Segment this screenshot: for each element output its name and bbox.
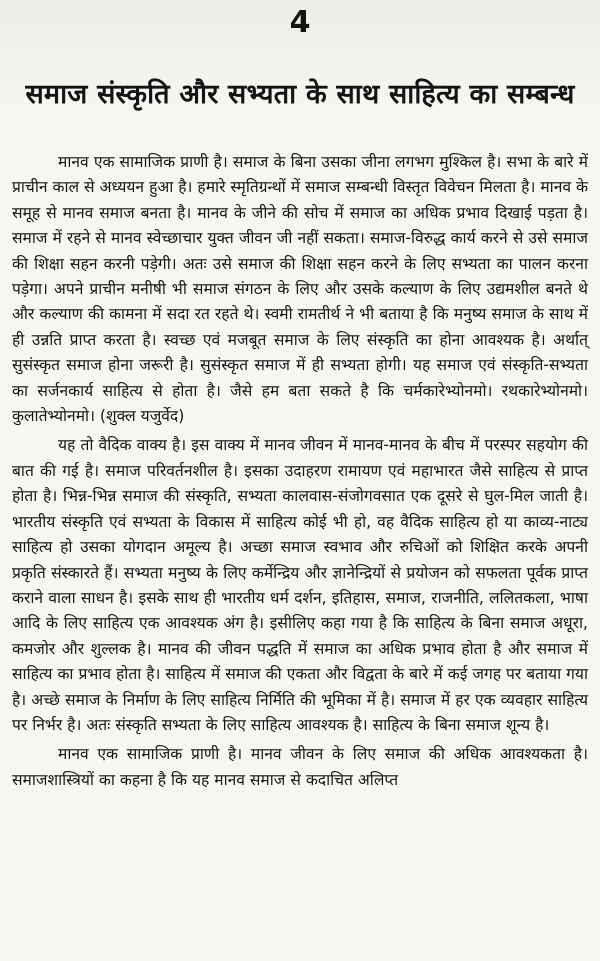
chapter-title: समाज संस्कृति और सभ्यता के साथ साहित्य का सम्बन्ध: [25, 79, 575, 110]
chapter-body: [12, 150, 588, 797]
paragraph: मानव एक सामाजिक प्राणी है। मानव जीवन के लिए समाज की अधिक आवश्यकता है। समाजशास्त्रियों का कहना है कि यह मानव समाज से कदाचित अलिप्त: [12, 745, 588, 789]
paragraph: यह तो वैदिक वाक्य है। इस वाक्य में मानव जीवन में मानव-मानव के बीच में परस्पर सहयोग की बात की गई है। समाज परिवर्तनशील है। इसका उदाहरण रामायण एवं महाभारत जैसे साहित्य से प्राप्त होता है। भिन्न-भिन्न समाज की संस्कृति, सभ्यता कालवास-संजोगवसात एक दूसरे से घुल-मिल जाती है। भारतीय संस्कृति एवं सभ्यता के विकास में साहित्य कोई भी हो, वह वैदिक साहित्य हो या काव्य-नाट्य साहित्य हो उसका योगदान अमूल्य है। अच्छा समाज स्वभाव और रुचिओं को शिक्षित करके अपनी प्रकृति संस्कारते हैं। सभ्यता मनुष्य के लिए कर्मेन्द्रिय और ज्ञानेन्द्रियों से प्रयोजन को सफलता पूर्वक प्राप्त कराने वाला साधन है। इसके साथ ही भारतीय धर्म दर्शन, इतिहास, समाज, राजनीति, ललितकला, भाषा आदि के लिए साहित्य एक आवश्यक अंग है। इसीलिए कहा गया है कि साहित्य के बिना समाज अधूरा, कमजोर और शुल्लक है। मानव की जीवन पद्धति में समाज का अधिक प्रभाव होता है और समाज में साहित्य का प्रभाव होता है। साहित्य में समाज की एकता और विद्वता के बारे में कई जगह पर बताया गया है। अच्छे समाज के निर्माण के लिए साहित्य निर्मिति की भूमिका में है। समाज में हर एक व्यवहार साहित्य पर निर्भर है। अतः संस्कृति सभ्यता के लिए साहित्य आवश्यक है। साहित्य के बिना समाज शून्य है।: [12, 436, 588, 734]
paragraph: मानव एक सामाजिक प्राणी है। समाज के बिना उसका जीना लगभग मुश्किल है। सभा के बारे में प्राचीन काल से अध्ययन हुआ है। हमारे स्मृतिग्रन्थों में समाज सम्बन्धी विस्तृत विवेचन मिलता है। मानव के समूह से मानव समाज बनता है। मानव के जीने की सोच में समाज का अधिक प्रभाव दिखाई पड़ता है। समाज में रहने से मानव स्वेच्छाचार युक्त जीवन जी नहीं सकता। समाज-विरुद्ध कार्य करने से उसे समाज की शिक्षा सहन करनी पड़ेगी। अतः उसे समाज की शिक्षा सहन करने के लिए सभ्यता का पालन करना पड़ेगा। अपने प्राचीन मनीषी भी समाज संगठन के लिए और उसके कल्याण के लिए उद्यमशील बनते थे और कल्याण की कामना में सदा रत रहते थे। स्वमी रामतीर्थ ने भी बताया है कि मनुष्य समाज के साथ में ही उन्नति प्राप्त करता है। स्वच्छ एवं मजबूत समाज के लिए संस्कृति का होना आवश्यक है। अर्थात् सुसंस्कृत समाज होना जरूरी है। सुसंस्कृत समाज में ही सभ्यता होगी। यह समाज एवं संस्कृति-सभ्यता का सर्जनकार्य साहित्य से होता है। जैसे हम बता सकते है कि चर्मकारेभ्योनमो। रथकारेभ्योनमो। कुलातेभ्योनमो। (शुक्ल यजुर्वेद): [12, 153, 588, 426]
chapter-number: 4: [289, 5, 311, 40]
